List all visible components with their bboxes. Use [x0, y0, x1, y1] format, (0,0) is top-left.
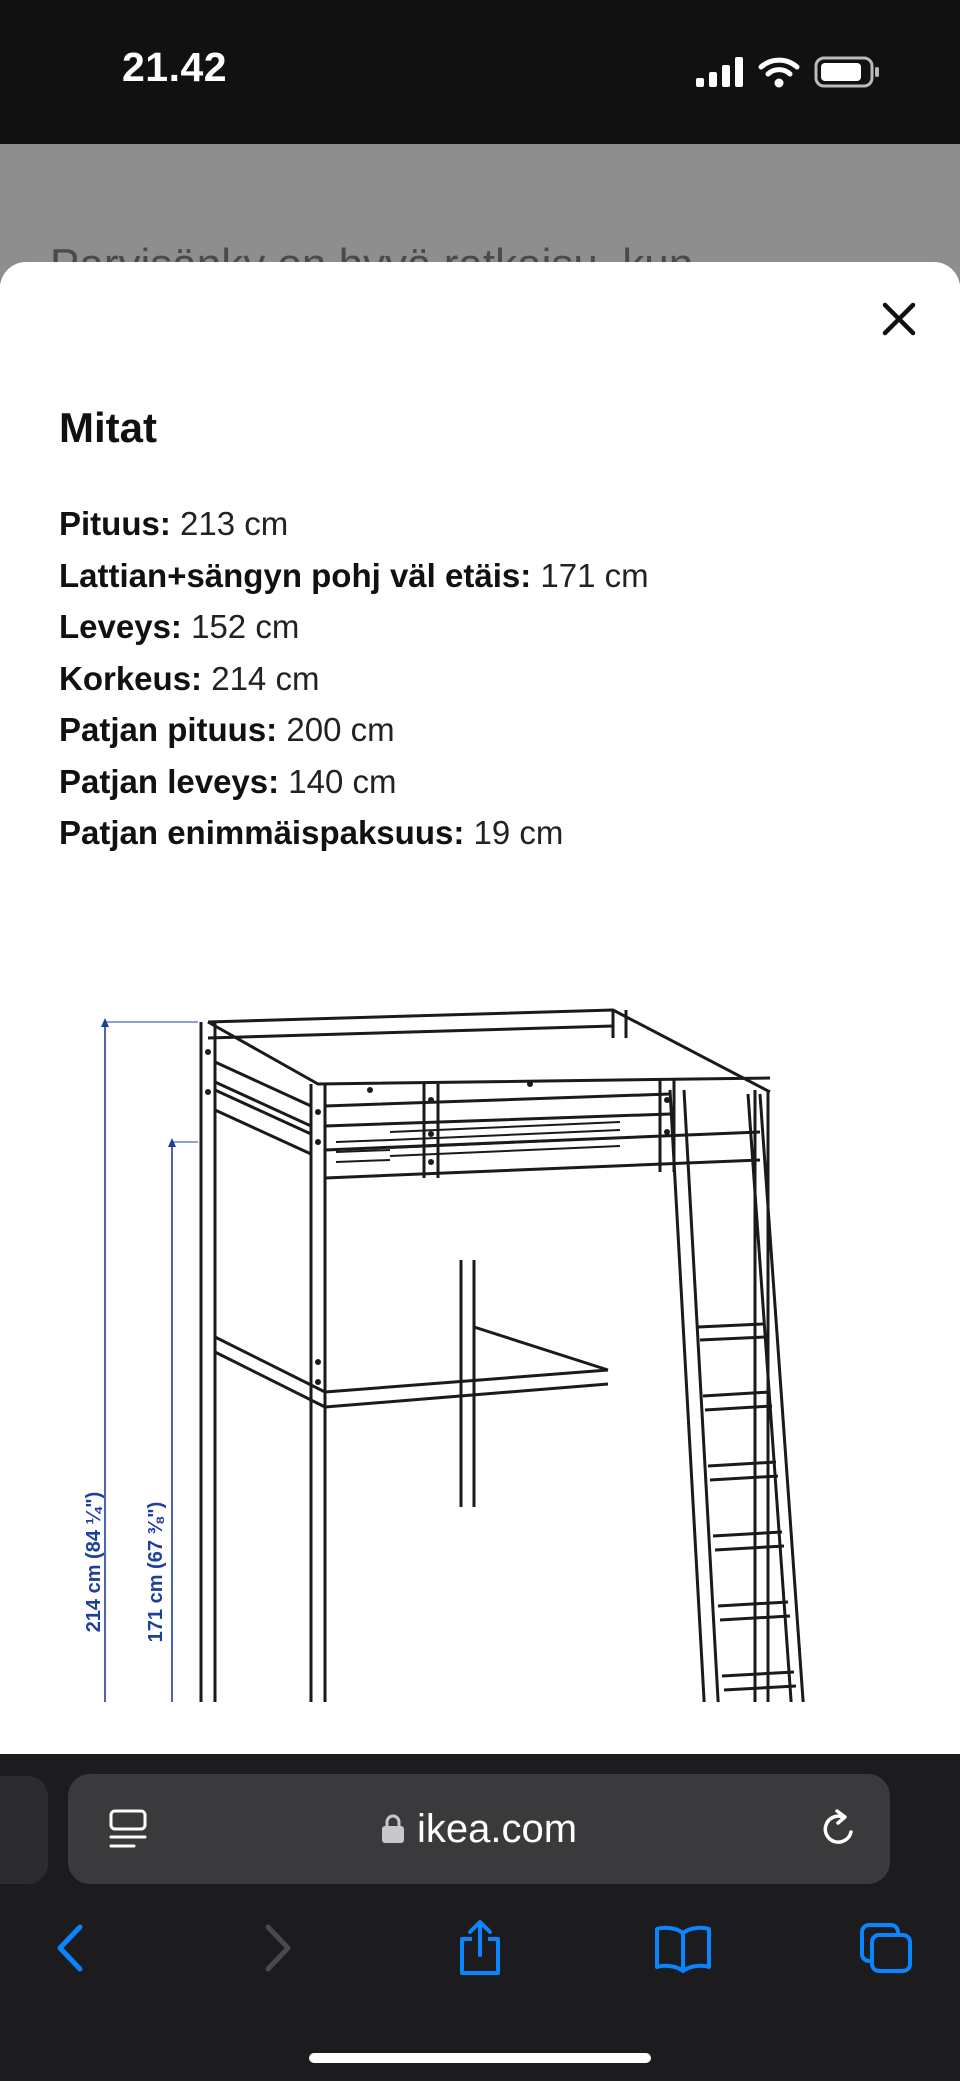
spec-label: Patjan enimmäispaksuus: — [59, 814, 465, 851]
spec-value: 213 cm — [180, 505, 289, 542]
spec-value: 140 cm — [288, 762, 397, 800]
spec-value: 214 cm — [211, 659, 320, 697]
spec-label: Pituus: — [59, 505, 171, 542]
spec-list — [59, 498, 649, 859]
spec-label: Lattian+sängyn pohj väl etäis: — [59, 556, 532, 594]
spec-item-height — [59, 653, 649, 705]
close-button[interactable] — [872, 292, 926, 346]
bookmarks-button[interactable] — [653, 1918, 713, 1978]
status-time: 21.42 — [122, 44, 228, 90]
back-button[interactable] — [40, 1918, 100, 1978]
spec-label: Patjan pituus: — [59, 711, 278, 748]
cellular-signal-icon — [696, 57, 744, 87]
bookmarks-icon — [653, 1923, 713, 1973]
lock-icon — [381, 1814, 405, 1844]
loft-bed-dimension-diagram — [60, 982, 900, 1702]
status-bar — [0, 0, 960, 144]
home-indicator — [309, 2053, 651, 2063]
spec-item-mattress-thickness — [59, 807, 649, 859]
spec-value: 152 cm — [191, 608, 300, 645]
spec-value: 171 cm — [540, 556, 649, 594]
spec-value: 200 cm — [286, 711, 395, 748]
reload-button[interactable] — [818, 1808, 860, 1850]
dimensions-sheet — [0, 262, 960, 1754]
close-icon — [882, 302, 916, 336]
dimension-lines — [105, 1022, 875, 1702]
browser-toolbar — [0, 1904, 960, 1994]
share-icon — [456, 1919, 504, 1977]
spec-item-floor-to-base — [59, 550, 649, 602]
status-icons — [696, 52, 880, 92]
sheet-title: Mitat — [59, 404, 157, 451]
share-button[interactable] — [450, 1918, 510, 1978]
dim-label-base-height: 171 cm (67 ⅜") — [145, 1501, 167, 1643]
spec-label: Korkeus: — [59, 659, 203, 697]
spec-item-mattress-length — [59, 704, 649, 756]
spec-item-width — [59, 601, 649, 653]
browser-chrome — [0, 1754, 960, 2081]
forward-icon — [262, 1923, 294, 1973]
tabs-icon — [858, 1921, 914, 1975]
spec-label: Leveys: — [59, 608, 182, 645]
spec-label: Patjan leveys: — [59, 762, 280, 800]
reload-icon — [818, 1808, 860, 1850]
spec-item-length — [59, 498, 649, 550]
tabs-button[interactable] — [856, 1918, 916, 1978]
back-icon — [54, 1923, 86, 1973]
dim-label-total-height: 214 cm (84 ¼") — [83, 1491, 105, 1633]
address-bar[interactable] — [68, 1774, 890, 1884]
wifi-icon — [758, 56, 800, 88]
forward-button[interactable] — [248, 1918, 308, 1978]
previous-tab-preview[interactable] — [0, 1776, 48, 1884]
url-text: ikea.com — [416, 1806, 578, 1851]
spec-value: 19 cm — [473, 814, 564, 851]
bed-illustration — [201, 1010, 812, 1702]
spec-item-mattress-width — [59, 756, 649, 808]
url-display[interactable] — [68, 1774, 890, 1884]
battery-icon — [814, 56, 880, 88]
